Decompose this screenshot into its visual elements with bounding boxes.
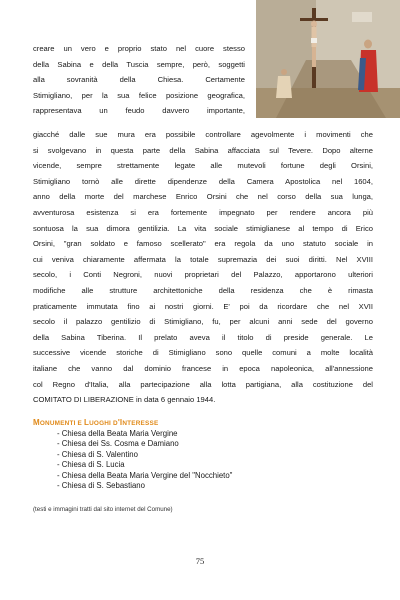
text-line: sontuosa la sua dimora gentilizia. La vita sociale stimiglianese al tempo di Erico: [33, 223, 373, 233]
text-line: anno della morte del marchese Enrico Orsini che nel corso della sua lunga,: [33, 192, 373, 202]
text-line: col Regno d'Italia, alla partecipazione alla lotta partigiana, alla costituzione del: [33, 379, 373, 389]
heading-smallcaps: NTERESSE: [122, 420, 159, 427]
list-item: - Chiesa di S. Valentino: [57, 449, 138, 459]
text-line: Stimigliano tornò alle dirette dipendenze della Camera Apostolica nel 1604,: [33, 176, 373, 186]
heading-smallcaps: ONUMENTI E: [39, 420, 84, 427]
heading-capital: L: [83, 418, 90, 427]
text-line: si svolgevano in questa parte della Sabina affacciata sul Tevere. Dopo alterne: [33, 145, 373, 155]
section-heading: [33, 418, 158, 427]
text-line: creare un vero e proprio stato nel cuore stesso: [33, 44, 245, 53]
text-line: secolo il palazzo gentilizio di Stimigliano, fu, per alcuni anni sede del governo: [33, 317, 373, 327]
heading-capital: M: [33, 418, 40, 427]
heading-capital: 'I: [117, 418, 123, 427]
text-line: Stimigliano, per la sua felice posizione geografica,: [33, 90, 245, 100]
intro-column-text: [33, 41, 245, 119]
text-line: italiane che vanno dal dominio francese in epoca napoleonica, all'annessione: [33, 363, 373, 373]
list-item: - Chiesa della Beata Maria Vergine del "Nocchieto": [57, 470, 233, 480]
text-line: della Sabina Tiberina. Il prelato aveva il titolo di preside generale. Le: [33, 332, 373, 342]
history-paragraph: [33, 127, 373, 408]
list-item: - Chiesa dei Ss. Cosma e Damiano: [57, 439, 179, 449]
text-line: modifiche alle strutture architettoniche della residenza che è rimasta: [33, 285, 373, 295]
text-line: avventurosa esistenza si era fortemente impegnato per rendere ancora più: [33, 207, 373, 217]
heading-smallcaps: UOGHI D: [89, 420, 118, 427]
text-line: alla sovranità della Chiesa. Certamente: [33, 75, 245, 85]
text-line: Orsini, "gran soldato e famoso scellerato" era regola da uno statuto sociale in: [33, 239, 373, 249]
text-line: rappresentava un feudo davvero importante,: [33, 106, 245, 116]
list-item: - Chiesa di S. Sebastiano: [57, 481, 145, 491]
text-line: della Sabina e della Tuscia sempre, però, soggetti: [33, 59, 245, 69]
monuments-list: [57, 429, 232, 491]
text-line: giacché dalle sue mura era possibile controllare agevolmente i movimenti che: [33, 130, 373, 139]
crucifixion-photo: [256, 0, 400, 118]
list-item: - Chiesa della Beata Maria Vergine: [57, 429, 178, 438]
text-line: cui veniva chiaramente affermata la totale supremazia dei suoi diritti. Nel XVIII: [33, 254, 373, 264]
text-line: vicende, sempre strettamente legate alle mutevoli fortune degli Orsini,: [33, 161, 373, 171]
text-line: secolo, i Conti Negroni, nuovi proprietari del Palazzo, apportarono ulteriori: [33, 270, 373, 280]
list-item: - Chiesa di S. Lucia: [57, 460, 125, 470]
text-line: praticamente immutata fino ai nostri giorni. E' poi da ricordare che nel XVII: [33, 301, 373, 311]
page-number: 75: [195, 556, 205, 566]
text-line: COMITATO DI LIBERAZIONE in data 6 gennaio 1944.: [33, 395, 216, 405]
text-line: successive vicende storiche di Stimigliano sono quelle comuni a molte località: [33, 348, 373, 358]
source-note: (testi e immagini tratti dal sito internet del Comune): [33, 506, 173, 513]
